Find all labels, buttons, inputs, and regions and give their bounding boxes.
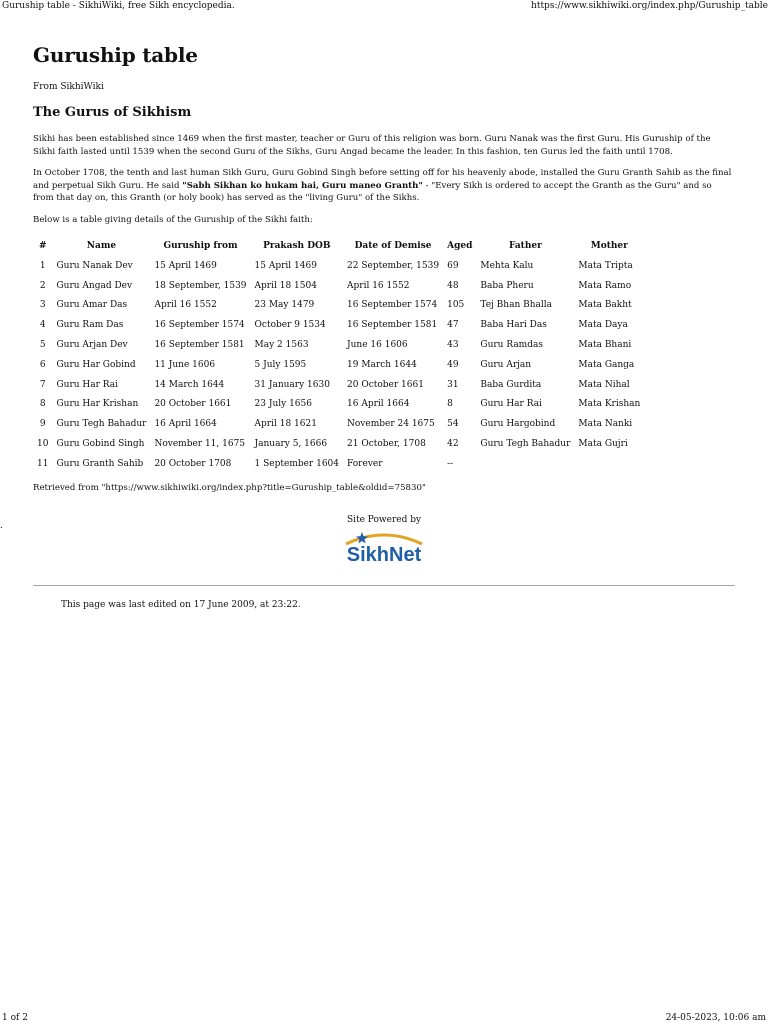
site-powered-by	[33, 514, 735, 570]
cell-date-of-demise: April 16 1552	[347, 280, 410, 291]
cell-name: Guru Angad Dev	[56, 280, 133, 291]
cell-date-of-demise: 20 October 1661	[347, 379, 424, 390]
cell-number: 3	[39, 300, 46, 311]
cell-guruship-from: April 16 1552	[154, 300, 217, 311]
cell-name: Guru Gobind Singh	[56, 439, 145, 450]
cell-mother: Mata Ganga	[578, 359, 635, 370]
cell-date-of-demise: November 24 1675	[347, 419, 435, 430]
cell-father: Guru Har Rai	[480, 399, 542, 410]
cell-father	[476, 454, 574, 474]
cell-father: Tej Bhan Bhalla	[480, 300, 553, 311]
cell-aged: 69	[447, 260, 459, 271]
powered-by-label: Site Powered by	[346, 515, 422, 525]
cell-date-of-demise: 16 September 1574	[347, 300, 438, 311]
cell-aged: 47	[447, 320, 459, 331]
cell-name: Guru Tegh Bahadur	[56, 419, 147, 430]
table-header-row	[33, 236, 644, 256]
cell-father: Guru Arjan	[480, 359, 532, 370]
cell-guruship-from: 15 April 1469	[154, 260, 217, 271]
table-row	[33, 355, 644, 375]
table-row	[33, 315, 644, 335]
page-title: Guruship table	[33, 43, 198, 67]
cell-mother: Mata Ramo	[578, 280, 632, 291]
cell-name: Guru Nanak Dev	[56, 260, 133, 271]
cell-aged: 105	[447, 300, 465, 311]
sikhnet-logo-text: SikhNet	[346, 544, 422, 566]
cell-date-of-demise: Forever	[347, 458, 383, 469]
cell-prakash-dob: April 18 1504	[254, 280, 317, 291]
footer-divider	[33, 585, 735, 586]
cell-prakash-dob: October 9 1534	[254, 320, 326, 331]
print-header-url: https://www.sikhiwiki.org/index.php/Guruship_table	[531, 1, 768, 11]
cell-aged: 43	[447, 340, 459, 351]
table-row	[33, 454, 644, 474]
print-timestamp: 24-05-2023, 10:06 am	[665, 1013, 766, 1023]
cell-name: Guru Arjan Dev	[56, 340, 128, 351]
table-intro: Below is a table giving details of the Guruship of the Sikhi faith:	[33, 214, 313, 225]
from-sikhiwiki: From SikhiWiki	[33, 82, 104, 92]
cell-aged: 49	[447, 359, 459, 370]
article-content	[33, 40, 735, 566]
cell-prakash-dob: January 5, 1666	[254, 439, 328, 450]
stray-dot: .	[0, 521, 3, 531]
cell-name: Guru Ram Das	[56, 320, 124, 331]
cell-name: Guru Har Rai	[56, 379, 119, 390]
para2-start: In October 1708, the tenth and last human Sikh Guru, Guru Gobind Singh before setting off for his heavenly abode, installed the Guru Granth Sahib as the final and perpetual Sikh Guru. He said	[33, 168, 732, 191]
cell-guruship-from: 20 October 1661	[154, 399, 232, 410]
cell-guruship-from: 16 April 1664	[154, 419, 217, 430]
section-title: The Gurus of Sikhism	[33, 105, 192, 120]
cell-aged: 8	[447, 399, 453, 410]
cell-aged: 31	[447, 379, 459, 390]
cell-mother: Mata Nanki	[578, 419, 633, 430]
table-row	[33, 414, 644, 434]
cell-father: Guru Hargobind	[480, 419, 556, 430]
last-edited-note: This page was last edited on 17 June 2009, at 23:22.	[61, 600, 301, 610]
para2-end: - "Every Sikh is ordered to accept the Granth as the Guru" and so from that day on, this Granth (or holy book) has served as the "living Guru" of the Sikhs.	[33, 180, 712, 203]
cell-prakash-dob: 5 July 1595	[254, 359, 307, 370]
cell-mother: Mata Nihal	[578, 379, 630, 390]
cell-prakash-dob: 15 April 1469	[254, 260, 317, 271]
page-number: 1 of 2	[2, 1013, 28, 1023]
cell-aged: 42	[447, 439, 459, 450]
table-row	[33, 375, 644, 395]
cell-father: Guru Ramdas	[480, 340, 543, 351]
cell-prakash-dob: 1 September 1604	[254, 458, 340, 469]
table-row	[33, 276, 644, 296]
col-header-aged: Aged	[447, 241, 473, 251]
cell-prakash-dob: April 18 1621	[254, 419, 317, 430]
table-row	[33, 395, 644, 415]
cell-mother	[574, 454, 644, 474]
cell-date-of-demise: 21 October, 1708	[347, 439, 426, 450]
sikhnet-logo-icon	[342, 528, 426, 566]
cell-guruship-from: 14 March 1644	[154, 379, 225, 390]
cell-name: Guru Har Gobind	[56, 359, 136, 370]
cell-mother: Mata Tripta	[578, 260, 633, 271]
para2-quote: "Sabh Sikhan ko hukam hai, Guru maneo Granth"	[182, 180, 423, 191]
col-header-date-of-demise: Date of Demise	[354, 241, 432, 251]
col-header-father: Father	[508, 241, 542, 251]
cell-father: Mehta Kalu	[480, 260, 534, 271]
retrieved-from: Retrieved from "https://www.sikhiwiki.org/index.php?title=Guruship_table&oldid=75830"	[33, 482, 426, 493]
guruship-table	[33, 236, 644, 474]
table-row	[33, 335, 644, 355]
cell-prakash-dob: 23 May 1479	[254, 300, 315, 311]
cell-mother: Mata Daya	[578, 320, 628, 331]
cell-aged: 54	[447, 419, 459, 430]
cell-prakash-dob: 23 July 1656	[254, 399, 312, 410]
cell-number: 4	[39, 320, 46, 331]
cell-guruship-from: 16 September 1581	[154, 340, 245, 351]
cell-prakash-dob: 31 January 1630	[254, 379, 330, 390]
cell-date-of-demise: 16 April 1664	[347, 399, 410, 410]
col-header-name: Name	[86, 241, 117, 251]
sikhnet-logo[interactable]	[342, 528, 426, 570]
cell-father: Baba Pheru	[480, 280, 534, 291]
cell-guruship-from: 16 September 1574	[154, 320, 245, 331]
intro-paragraph: Sikhi has been established since 1469 when the first master, teacher or Guru of this religion was born. Guru Nanak was the first Guru. His Guruship of the Sikhi faith lasted until 1539 when the second Guru of the Sikhs, Guru Angad became the leader. In this fashion, ten Gurus led the faith until 1708.	[33, 134, 711, 157]
cell-name: Guru Har Krishan	[56, 399, 139, 410]
cell-number: 6	[39, 359, 46, 370]
cell-father: Guru Tegh Bahadur	[480, 439, 571, 450]
cell-father: Baba Gurdita	[480, 379, 542, 390]
cell-mother: Mata Bakht	[578, 300, 632, 311]
cell-number: 9	[39, 419, 46, 430]
cell-name: Guru Amar Das	[56, 300, 128, 311]
cell-number: 10	[37, 439, 49, 450]
cell-name: Guru Granth Sahib	[56, 458, 144, 469]
cell-mother: Mata Krishan	[578, 399, 641, 410]
col-header-number: #	[38, 241, 47, 251]
cell-number: 2	[39, 280, 46, 291]
col-header-mother: Mother	[590, 241, 628, 251]
print-header-title: Guruship table - SikhiWiki, free Sikh encyclopedia.	[2, 1, 235, 11]
cell-number: 5	[39, 340, 46, 351]
cell-aged: --	[447, 458, 454, 469]
cell-aged: 48	[447, 280, 459, 291]
cell-date-of-demise: June 16 1606	[347, 340, 408, 351]
cell-date-of-demise: 19 March 1644	[347, 359, 417, 370]
cell-guruship-from: 20 October 1708	[154, 458, 232, 469]
table-row	[33, 256, 644, 276]
cell-guruship-from: November 11, 1675	[154, 439, 246, 450]
cell-mother: Mata Bhani	[578, 340, 632, 351]
cell-father: Baba Hari Das	[480, 320, 547, 331]
cell-number: 7	[39, 379, 46, 390]
cell-prakash-dob: May 2 1563	[254, 340, 309, 351]
cell-date-of-demise: 16 September 1581	[347, 320, 438, 331]
cell-number: 11	[37, 458, 49, 469]
col-header-prakash-dob: Prakash DOB	[263, 241, 331, 251]
cell-guruship-from: 18 September, 1539	[154, 280, 247, 291]
table-row	[33, 434, 644, 454]
col-header-guruship-from: Guruship from	[163, 241, 238, 251]
cell-mother: Mata Gujri	[578, 439, 628, 450]
table-row	[33, 296, 644, 316]
second-paragraph	[33, 167, 735, 205]
cell-date-of-demise: 22 September, 1539	[347, 260, 440, 271]
cell-number: 8	[39, 399, 46, 410]
table-body	[33, 256, 644, 474]
cell-number: 1	[39, 260, 46, 271]
cell-guruship-from: 11 June 1606	[154, 359, 216, 370]
